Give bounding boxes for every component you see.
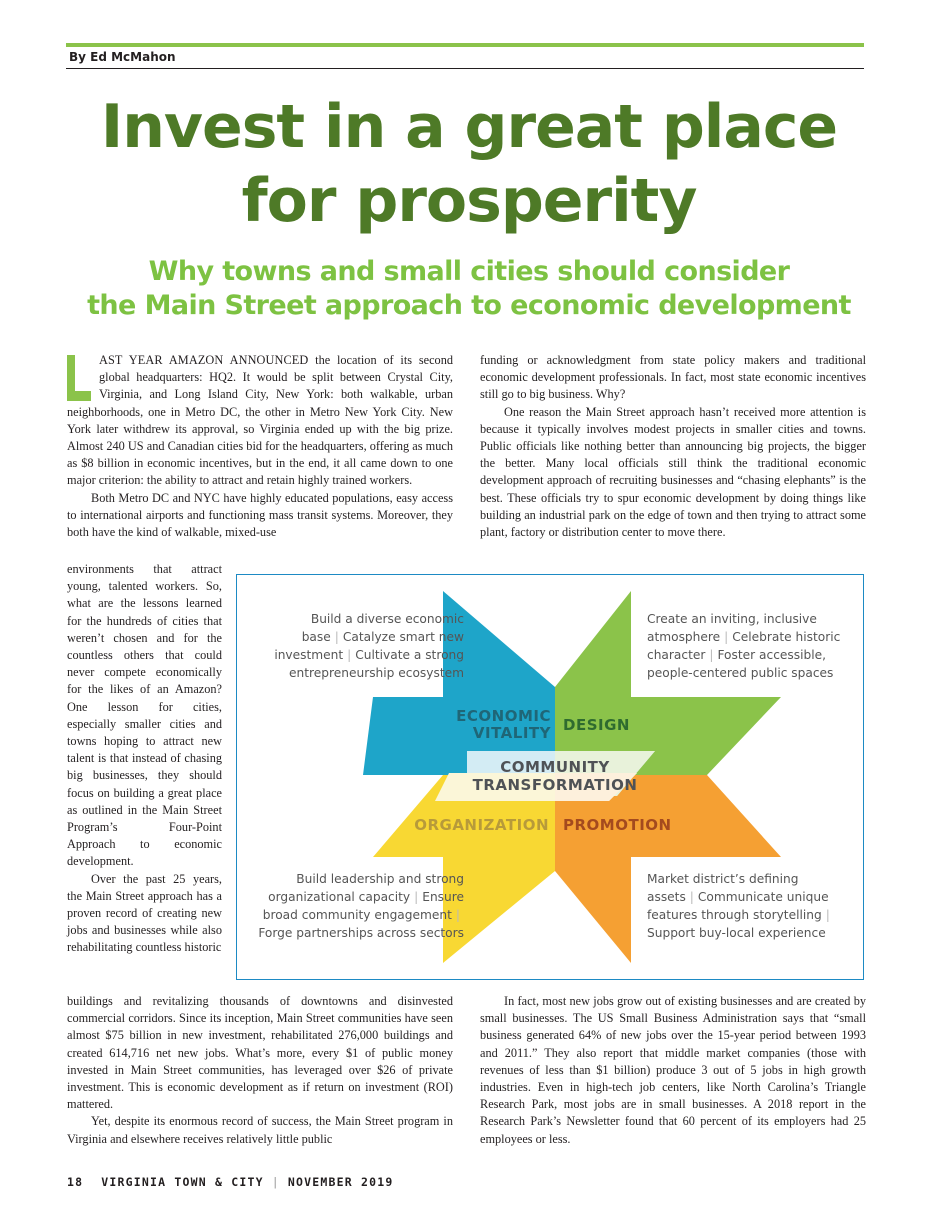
- paragraph: One reason the Main Street approach hasn’t received more attention is because it typically involves modest projects in smaller cities and towns. Public officials like nothing better than announcing big projects, the bigger the better. Many local officials still think the traditional economic development approach of recruiting businesses and “chasing elephants” is the best. These officials try to spur economic development by doing things like building an industrial park on the edge of town and then trying to attract some plant, factory or distribution center to move there.: [480, 404, 866, 540]
- article-col2-bottom: [480, 993, 866, 1148]
- organization-label: ORGANIZATION: [414, 816, 549, 834]
- economic-vitality-label: ECONOMIC VITALITY: [456, 707, 551, 742]
- promotion-description: Market district’s defining assets | Communicate unique features through storytelling | Support buy-local experience: [647, 872, 830, 940]
- page-number: 18: [67, 1175, 84, 1189]
- paragraph: In fact, most new jobs grow out of existing businesses and are created by small businesses. The US Small Business Administration says that “small business generated 64% of new jobs over the 15-year period between 1993 and 2011.” They also report that middle market companies (those with revenues of less than $1 billion) produce 3 out of 5 jobs in high growth industries. Even in high-tech job centers, like North Carolina’s Triangle Research Park, most jobs are in small businesses. A 2018 report in the Research Park’s Newsletter found that 60 percent of its employers had 25 employees or less.: [480, 994, 866, 1146]
- paragraph: funding or acknowledgment from state policy makers and traditional economic development professionals. In fact, most state economic incentives still go to big business. Why?: [480, 353, 866, 402]
- article-col2-top: [480, 352, 866, 541]
- dropcap-L: [67, 355, 93, 401]
- issue-date: NOVEMBER 2019: [287, 1175, 394, 1189]
- byline: By Ed McMahon: [69, 50, 176, 64]
- design-label: DESIGN: [563, 716, 630, 734]
- article-col1-bottom: [67, 993, 453, 1148]
- community-transformation-label: COMMUNITY TRANSFORMATION: [472, 758, 638, 794]
- page-footer: [67, 1175, 393, 1189]
- article-col1-narrow: [67, 561, 222, 957]
- paragraph: Over the past 25 years, the Main Street approach has a proven record of creating new jobs and businesses while also rehabilitating countless historic: [67, 871, 222, 955]
- headline-line-1: Invest in a great place: [100, 92, 838, 162]
- byline-rule: [66, 68, 864, 69]
- paragraph: AST YEAR AMAZON ANNOUNCED the location of its second global headquarters: HQ2. It would be split between Crystal City, Virginia, and Long Island City, New York: both walkable, urban neighborhoods, one in Metro DC, the other in Metro New York City. New York later withdrew its approval, so Virginia ended up with the big prize. Almost 240 US and Canadian cities bid for the headquarters, offering as much as $8 billion in economic incentives, but in the end, it all came down to one major criterion: the ability to attract and retain highly trained workers.: [67, 353, 453, 488]
- headline-line-2: for prosperity: [241, 166, 697, 236]
- subheadline-line-1: Why towns and small cities should consider: [148, 256, 790, 287]
- paragraph: buildings and revitalizing thousands of downtowns and disinvested commercial corridors. Since its inception, Main Street communities have seen almost $75 billion in new investment, rehabilitated 276,000 buildings and created 614,716 net new jobs. What’s more, every $1 of public money invested in Main Street communities, has leveraged over $26 of private investment. This is economic development as if return on investment (ROI) mattered.: [67, 994, 453, 1112]
- paragraph: environments that attract young, talented workers. So, what are the lessons learned for the hundreds of cities that weren’t chosen and for the countless others that could never compete economically for the likes of an Amazon? One lesson for cities, especially smaller cities and towns hoping to attract new talent is that instead of chasing big businesses, they should focus on building a great place as outlined in the Main Street Program’s Four-Point Approach to economic development.: [67, 562, 222, 869]
- design-description: Create an inviting, inclusive atmosphere | Celebrate historic character | Foster accessible, people-centered public spaces: [647, 612, 841, 680]
- footer-separator: |: [271, 1175, 280, 1189]
- article-col1-top: [67, 352, 453, 541]
- subheadline-line-2: the Main Street approach to economic development: [87, 290, 851, 321]
- accent-rule: [66, 43, 864, 47]
- lead-in: AST YEAR AMAZON ANNOUNCED: [99, 353, 309, 367]
- paragraph: Both Metro DC and NYC have highly educated populations, easy access to international airports and functioning mass transit systems. Moreover, they both have the kind of walkable, mixed-use: [67, 490, 453, 540]
- paragraph: Yet, despite its enormous record of success, the Main Street program in Virginia and elsewhere receives relatively little public: [67, 1114, 453, 1146]
- organization-description: Build leadership and strong organizational capacity | Ensure broad community engagement | Forge partnerships across sectors: [258, 872, 464, 940]
- four-point-approach-figure: [236, 574, 864, 980]
- publication-name: VIRGINIA TOWN & CITY: [101, 1175, 264, 1189]
- promotion-label: PROMOTION: [563, 816, 672, 834]
- economic-vitality-description: Build a diverse economic base | Catalyze smart new investment | Cultivate a strong entrepreneurship ecosystem: [274, 612, 464, 680]
